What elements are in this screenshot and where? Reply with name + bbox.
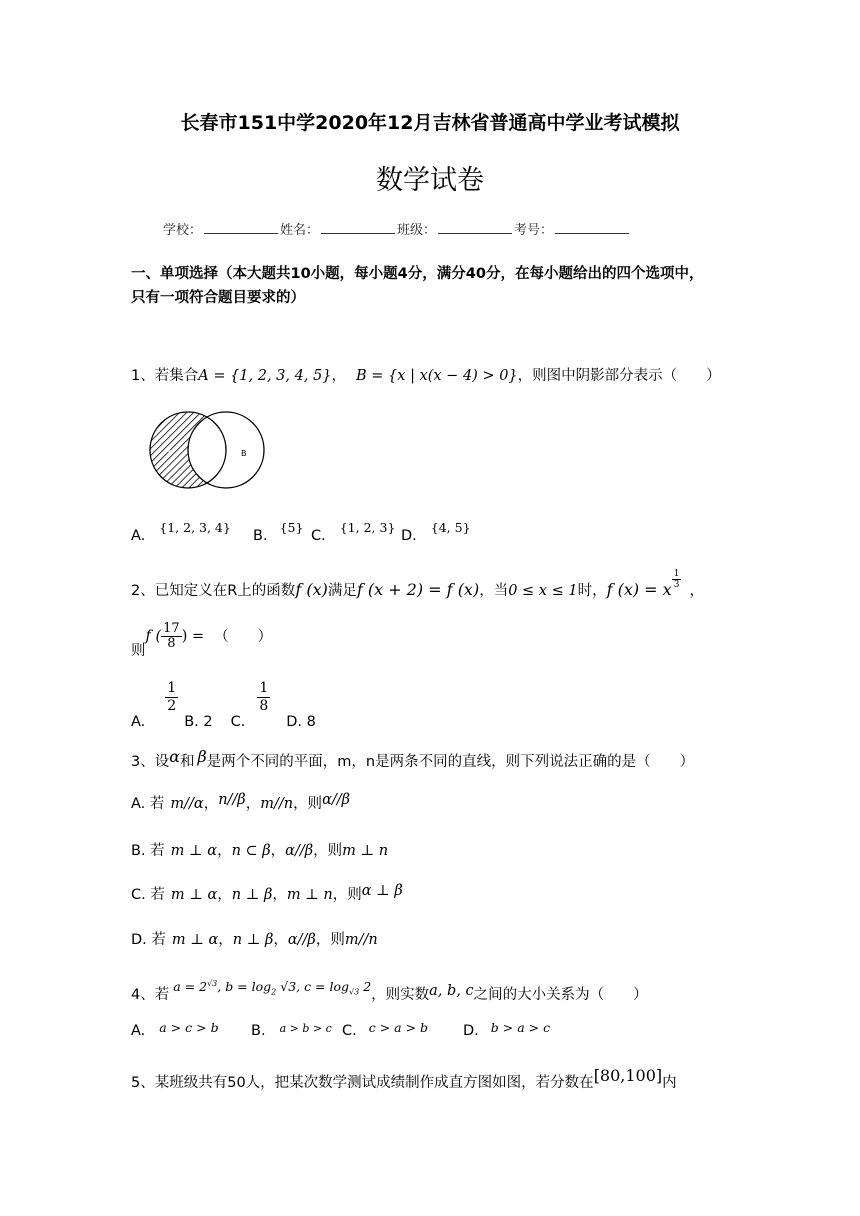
q3-d-sep1: ，: [218, 932, 233, 948]
question-4: [131, 979, 648, 1011]
q2-option-c-label: C.: [230, 713, 246, 730]
q4-option-c-label: C.: [342, 1023, 357, 1039]
q3-d-result: m//n: [344, 932, 378, 948]
q2-exponent: [672, 569, 682, 590]
q3-d-c2: n ⊥ β: [232, 932, 274, 948]
q2-arg-num: 17: [163, 621, 180, 636]
q4-mid: ，则实数: [371, 987, 430, 1004]
q3-option-c: [131, 885, 403, 905]
section1-heading-line2: 只有一项符合题目要求的）: [131, 290, 305, 306]
q4-option-c: [342, 1021, 428, 1041]
name-blank: [321, 222, 395, 234]
q2-option-a-value: [165, 680, 178, 715]
q1-option-a: [131, 520, 231, 546]
q2-definition: f (x) = x: [606, 580, 672, 599]
question-5: [131, 1066, 677, 1093]
q2-then: 则: [131, 642, 146, 659]
q1-option-c: [311, 520, 396, 546]
q2-f-lead: f (: [145, 628, 162, 645]
q2-argument: [161, 622, 182, 651]
q2-end: ，: [689, 583, 704, 599]
q3-b-sep2: ，: [270, 843, 286, 859]
q4-option-a-label: A.: [131, 1023, 146, 1039]
q3-b-c3: α//β: [285, 843, 314, 859]
q4-option-a-value: a > c > b: [159, 1020, 219, 1035]
q3-c-c2: n ⊥ β: [231, 887, 273, 903]
q4-c-arg: 2: [359, 979, 372, 995]
q3-d-lead: D. 若: [131, 932, 166, 948]
q3-b-sep1: ，: [217, 843, 232, 859]
q1-option-a-label: A.: [131, 528, 146, 544]
q3-a-lead: A. 若: [131, 796, 165, 812]
q4-option-a: [131, 1021, 219, 1041]
q3-a-sep2: ，: [245, 796, 261, 812]
question-1: [131, 366, 721, 386]
q3-b-c1: m ⊥ α: [170, 843, 218, 859]
q1-option-b-value: {5}: [279, 520, 304, 535]
q3-suffix: 是两个不同的平面，m，n是两条不同的直线，则下列说法正确的是（ ）: [206, 754, 695, 770]
school-blank: [204, 222, 278, 234]
q4-option-d: [463, 1021, 550, 1041]
q3-option-d: [131, 930, 378, 950]
q4-b-def: , b = log: [217, 979, 272, 995]
q1-option-d-label: D.: [401, 528, 417, 544]
q3-b-lead: B. 若: [131, 843, 165, 859]
q2-mid1: 满足: [327, 583, 357, 599]
q3-b-result: m ⊥ n: [342, 843, 389, 859]
q3-d-sep2: ，: [273, 932, 288, 948]
q3-b-c2: n ⊂ β: [231, 843, 271, 859]
exam-subtitle: 数学试卷: [376, 165, 484, 196]
q1-prefix: 1、若集合: [131, 368, 199, 384]
q2-condition: 0 ≤ x ≤ 1: [508, 583, 578, 599]
q2-arg-den: 8: [167, 636, 176, 651]
q3-beta: β: [197, 747, 207, 766]
q2-option-d: D. 8: [286, 713, 316, 730]
q3-c-sep1: ，: [217, 887, 232, 903]
section1-heading-line1: 一、单项选择（本大题共10小题，每小题4分，满分40分，在每小题给出的四个选项中，: [131, 266, 704, 282]
q5-interval: [80,100]: [593, 1066, 663, 1085]
q4-b-sub: 2: [271, 987, 277, 997]
q3-a-c1: m//α: [170, 796, 204, 812]
q3-option-b: [131, 841, 388, 861]
q3-alpha: α: [169, 747, 181, 766]
q3-b-then: ，则: [313, 843, 343, 859]
q3-c-lead: C. 若: [131, 887, 165, 903]
q1-option-b: [253, 520, 304, 546]
q1-comma: ，: [331, 368, 347, 384]
q2-mid2: ，当: [479, 583, 509, 599]
q2-mid3: 时，: [577, 583, 607, 599]
exam-no-label: 考号：: [514, 223, 554, 238]
class-blank: [438, 222, 512, 234]
q3-c-c1: m ⊥ α: [170, 887, 218, 903]
q4-option-d-label: D.: [463, 1023, 479, 1039]
q2-f-tail: ) =: [181, 628, 205, 645]
venn-label-a: A: [166, 446, 172, 455]
q2-option-c-num: 1: [259, 680, 269, 696]
q1-option-d-value: {4, 5}: [430, 520, 471, 535]
q3-a-then: ，则: [293, 796, 323, 812]
q3-d-c3: α//β: [287, 932, 316, 948]
student-info-line: [163, 219, 631, 238]
q3-a-result: α//β: [322, 792, 351, 808]
name-label: 姓名：: [280, 223, 320, 238]
q1-suffix: ，则图中阴影部分表示（ ）: [517, 368, 721, 384]
q3-option-a: [131, 794, 350, 814]
q2-fx: f (x): [295, 580, 328, 599]
q4-suffix: 之间的大小关系为（ ）: [473, 987, 648, 1004]
q4-a-def: a = 2: [173, 979, 208, 995]
q2-option-c-den: 8: [259, 698, 269, 714]
venn-diagram: [146, 410, 270, 494]
q4-option-b: [251, 1021, 332, 1042]
q2-option-b: B. 2: [184, 713, 213, 730]
question-3: [131, 747, 695, 772]
q1-option-d: [401, 520, 471, 546]
q3-c-c3: m ⊥ n: [286, 887, 333, 903]
q4-option-b-label: B.: [251, 1023, 266, 1039]
q4-a-exp: √3: [207, 979, 218, 988]
q4-c-sub: √3: [349, 987, 360, 997]
q1-option-c-label: C.: [311, 528, 326, 544]
q1-option-a-value: {1, 2, 3, 4}: [159, 520, 231, 535]
q2-prefix: 2、已知定义在R上的函数: [131, 583, 296, 599]
q1-set-b: B = {x | x(x − 4) > 0}: [356, 368, 518, 384]
q3-d-c1: m ⊥ α: [171, 932, 219, 948]
q2-answer-paren: （ ）: [214, 628, 273, 645]
q2-exponent-num: 1: [673, 568, 680, 579]
q2-option-c-value: [257, 680, 270, 715]
q4-vars: a, b, c: [429, 983, 474, 1000]
q3-a-c2: n//β: [218, 792, 246, 808]
q5-suffix: 内: [662, 1075, 677, 1091]
q3-prefix: 3、设: [131, 754, 170, 770]
q3-c-then: ，则: [332, 887, 362, 903]
q3-a-c3: m//n: [260, 796, 294, 812]
q3-and: 和: [180, 754, 195, 770]
q2-option-a-den: 2: [167, 698, 177, 714]
q2-functional-equation: f (x + 2) = f (x): [356, 580, 480, 599]
q4-option-d-value: b > a > c: [490, 1020, 551, 1035]
q5-prefix: 5、某班级共有50人，把某次数学测试成绩制作成直方图如图，若分数在: [131, 1075, 594, 1091]
q3-c-sep2: ，: [272, 887, 287, 903]
q3-a-sep1: ，: [203, 796, 219, 812]
question-2-line1: [131, 568, 704, 602]
q3-c-result: α ⊥ β: [361, 883, 403, 899]
q1-option-b-label: B.: [253, 528, 268, 544]
q3-d-then: ，则: [315, 932, 345, 948]
school-label: 学校：: [163, 223, 203, 238]
q2-option-a-label: A.: [131, 713, 146, 730]
q2-option-a-num: 1: [167, 680, 177, 696]
exam-title: 长春市151中学2020年12月吉林省普通高中学业考试模拟: [180, 112, 680, 134]
q4-prefix: 4、若: [131, 987, 170, 1004]
q4-option-c-value: c > a > b: [368, 1020, 429, 1035]
class-label: 班级：: [397, 223, 437, 238]
exam-no-blank: [555, 222, 629, 234]
q2-exponent-den: 3: [673, 579, 680, 590]
q4-definitions: [173, 979, 372, 997]
q1-set-a: A = {1, 2, 3, 4, 5}: [198, 368, 332, 384]
q4-b-arg: √3, c = log: [276, 979, 350, 995]
q4-option-b-value: a > b > c: [279, 1022, 332, 1035]
question-2-line2: [131, 621, 273, 659]
q2-options: [131, 680, 316, 730]
q1-option-c-value: {1, 2, 3}: [339, 520, 396, 535]
venn-label-b: B: [241, 449, 247, 458]
